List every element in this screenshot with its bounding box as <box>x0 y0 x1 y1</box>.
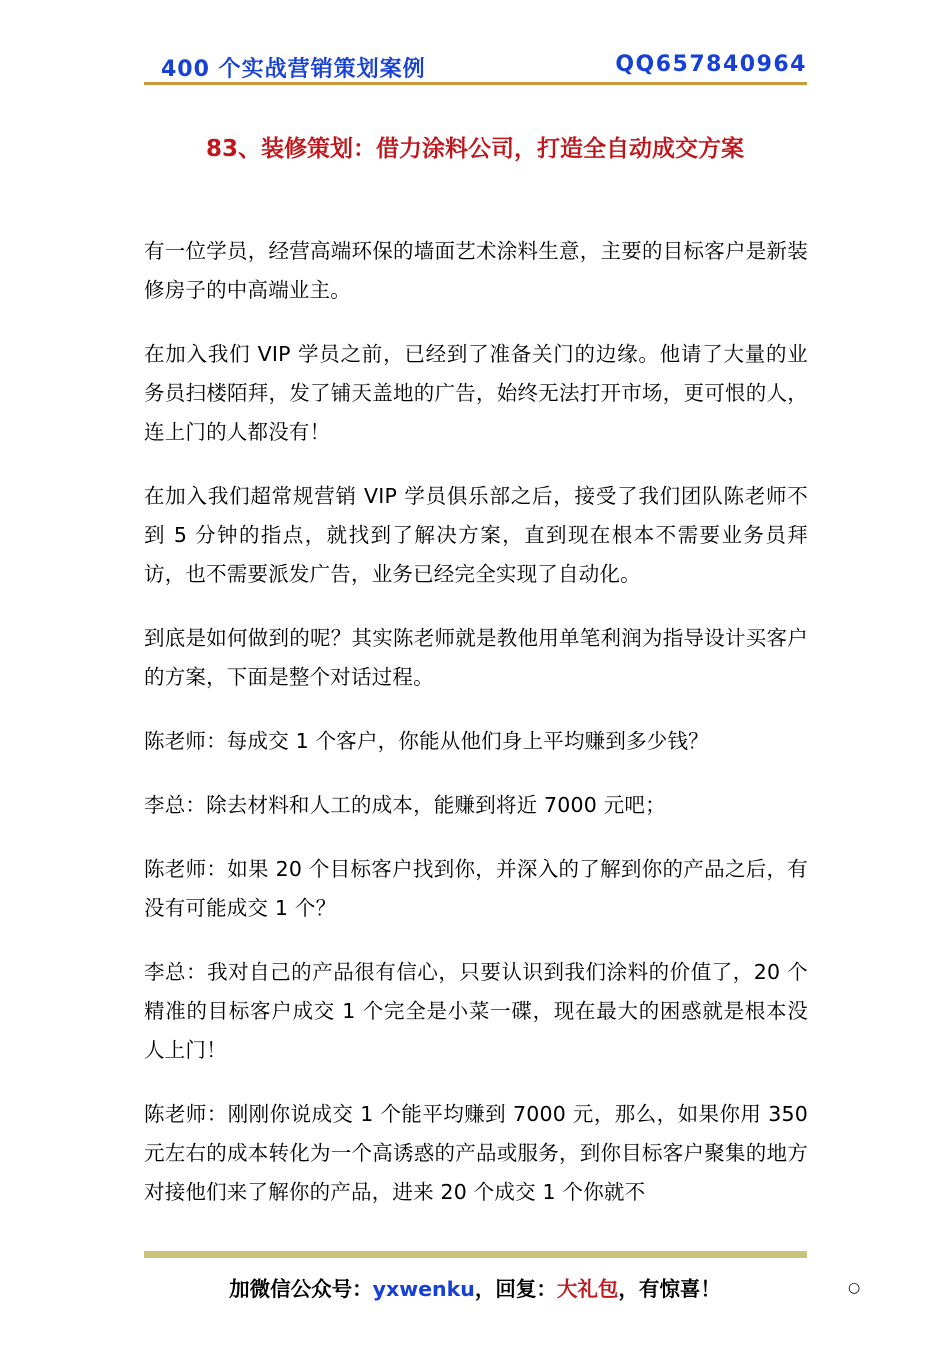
page-mark: ○ <box>848 1280 861 1296</box>
footer-middle: ，回复： <box>474 1277 557 1301</box>
footer-divider <box>144 1251 807 1258</box>
footer-suffix: ，有惊喜！ <box>618 1277 721 1301</box>
paragraph-question: 到底是如何做到的呢？其实陈老师就是教他用单笔利润为指导设计买客户的方案，下面是整个对话过程。 <box>144 626 808 689</box>
dialogue-line: 陈老师：如果 20 个目标客户找到你，并深入的了解到你的产品之后，有没有可能成交 1 个？ <box>144 857 808 920</box>
article-body <box>144 232 808 1237</box>
dialogue-line: 李总：我对自己的产品很有信心，只要认识到我们涂料的价值了，20 个精准的目标客户成交 1 个完全是小菜一碟，现在最大的困惑就是根本没人上门！ <box>144 960 808 1062</box>
header-series-title: 400 个实战营销策划案例 <box>161 57 426 82</box>
dialogue-line: 陈老师：刚刚你说成交 1 个能平均赚到 7000 元，那么，如果你用 350 元左右的成本转化为一个高诱惑的产品或服务，到你目标客户聚集的地方对接他们来了解你的产品，进来 20 个成交 1 个你就不 <box>144 1102 808 1204</box>
page-header <box>144 50 807 86</box>
footer-account: yxwenku <box>372 1277 475 1301</box>
header-qq-number: QQ657840964 <box>615 52 807 77</box>
footer-prefix: 加微信公众号： <box>229 1277 373 1301</box>
paragraph-intro: 有一位学员，经营高端环保的墙面艺术涂料生意，主要的目标客户是新装修房子的中高端业主。 <box>144 239 808 302</box>
footer-promo <box>0 1272 950 1302</box>
article-title: 83、装修策划：借力涂料公司，打造全自动成交方案 <box>205 136 744 162</box>
dialogue-line: 陈老师：每成交 1 个客户，你能从他们身上平均赚到多少钱？ <box>144 729 709 753</box>
dialogue-line: 李总：除去材料和人工的成本，能赚到将近 7000 元吧； <box>144 793 666 817</box>
paragraph-before: 在加入我们 VIP 学员之前，已经到了准备关门的边缘。他请了大量的业务员扫楼陌拜，发了铺天盖地的广告，始终无法打开市场，更可恨的人，连上门的人都没有！ <box>144 342 808 444</box>
paragraph-after: 在加入我们超常规营销 VIP 学员俱乐部之后，接受了我们团队陈老师不到 5 分钟的指点，就找到了解决方案，直到现在根本不需要业务员拜访，也不需要派发广告，业务已经完全实现了自动化。 <box>144 484 808 586</box>
header-divider <box>144 82 807 85</box>
footer-keyword: 大礼包 <box>556 1277 619 1301</box>
